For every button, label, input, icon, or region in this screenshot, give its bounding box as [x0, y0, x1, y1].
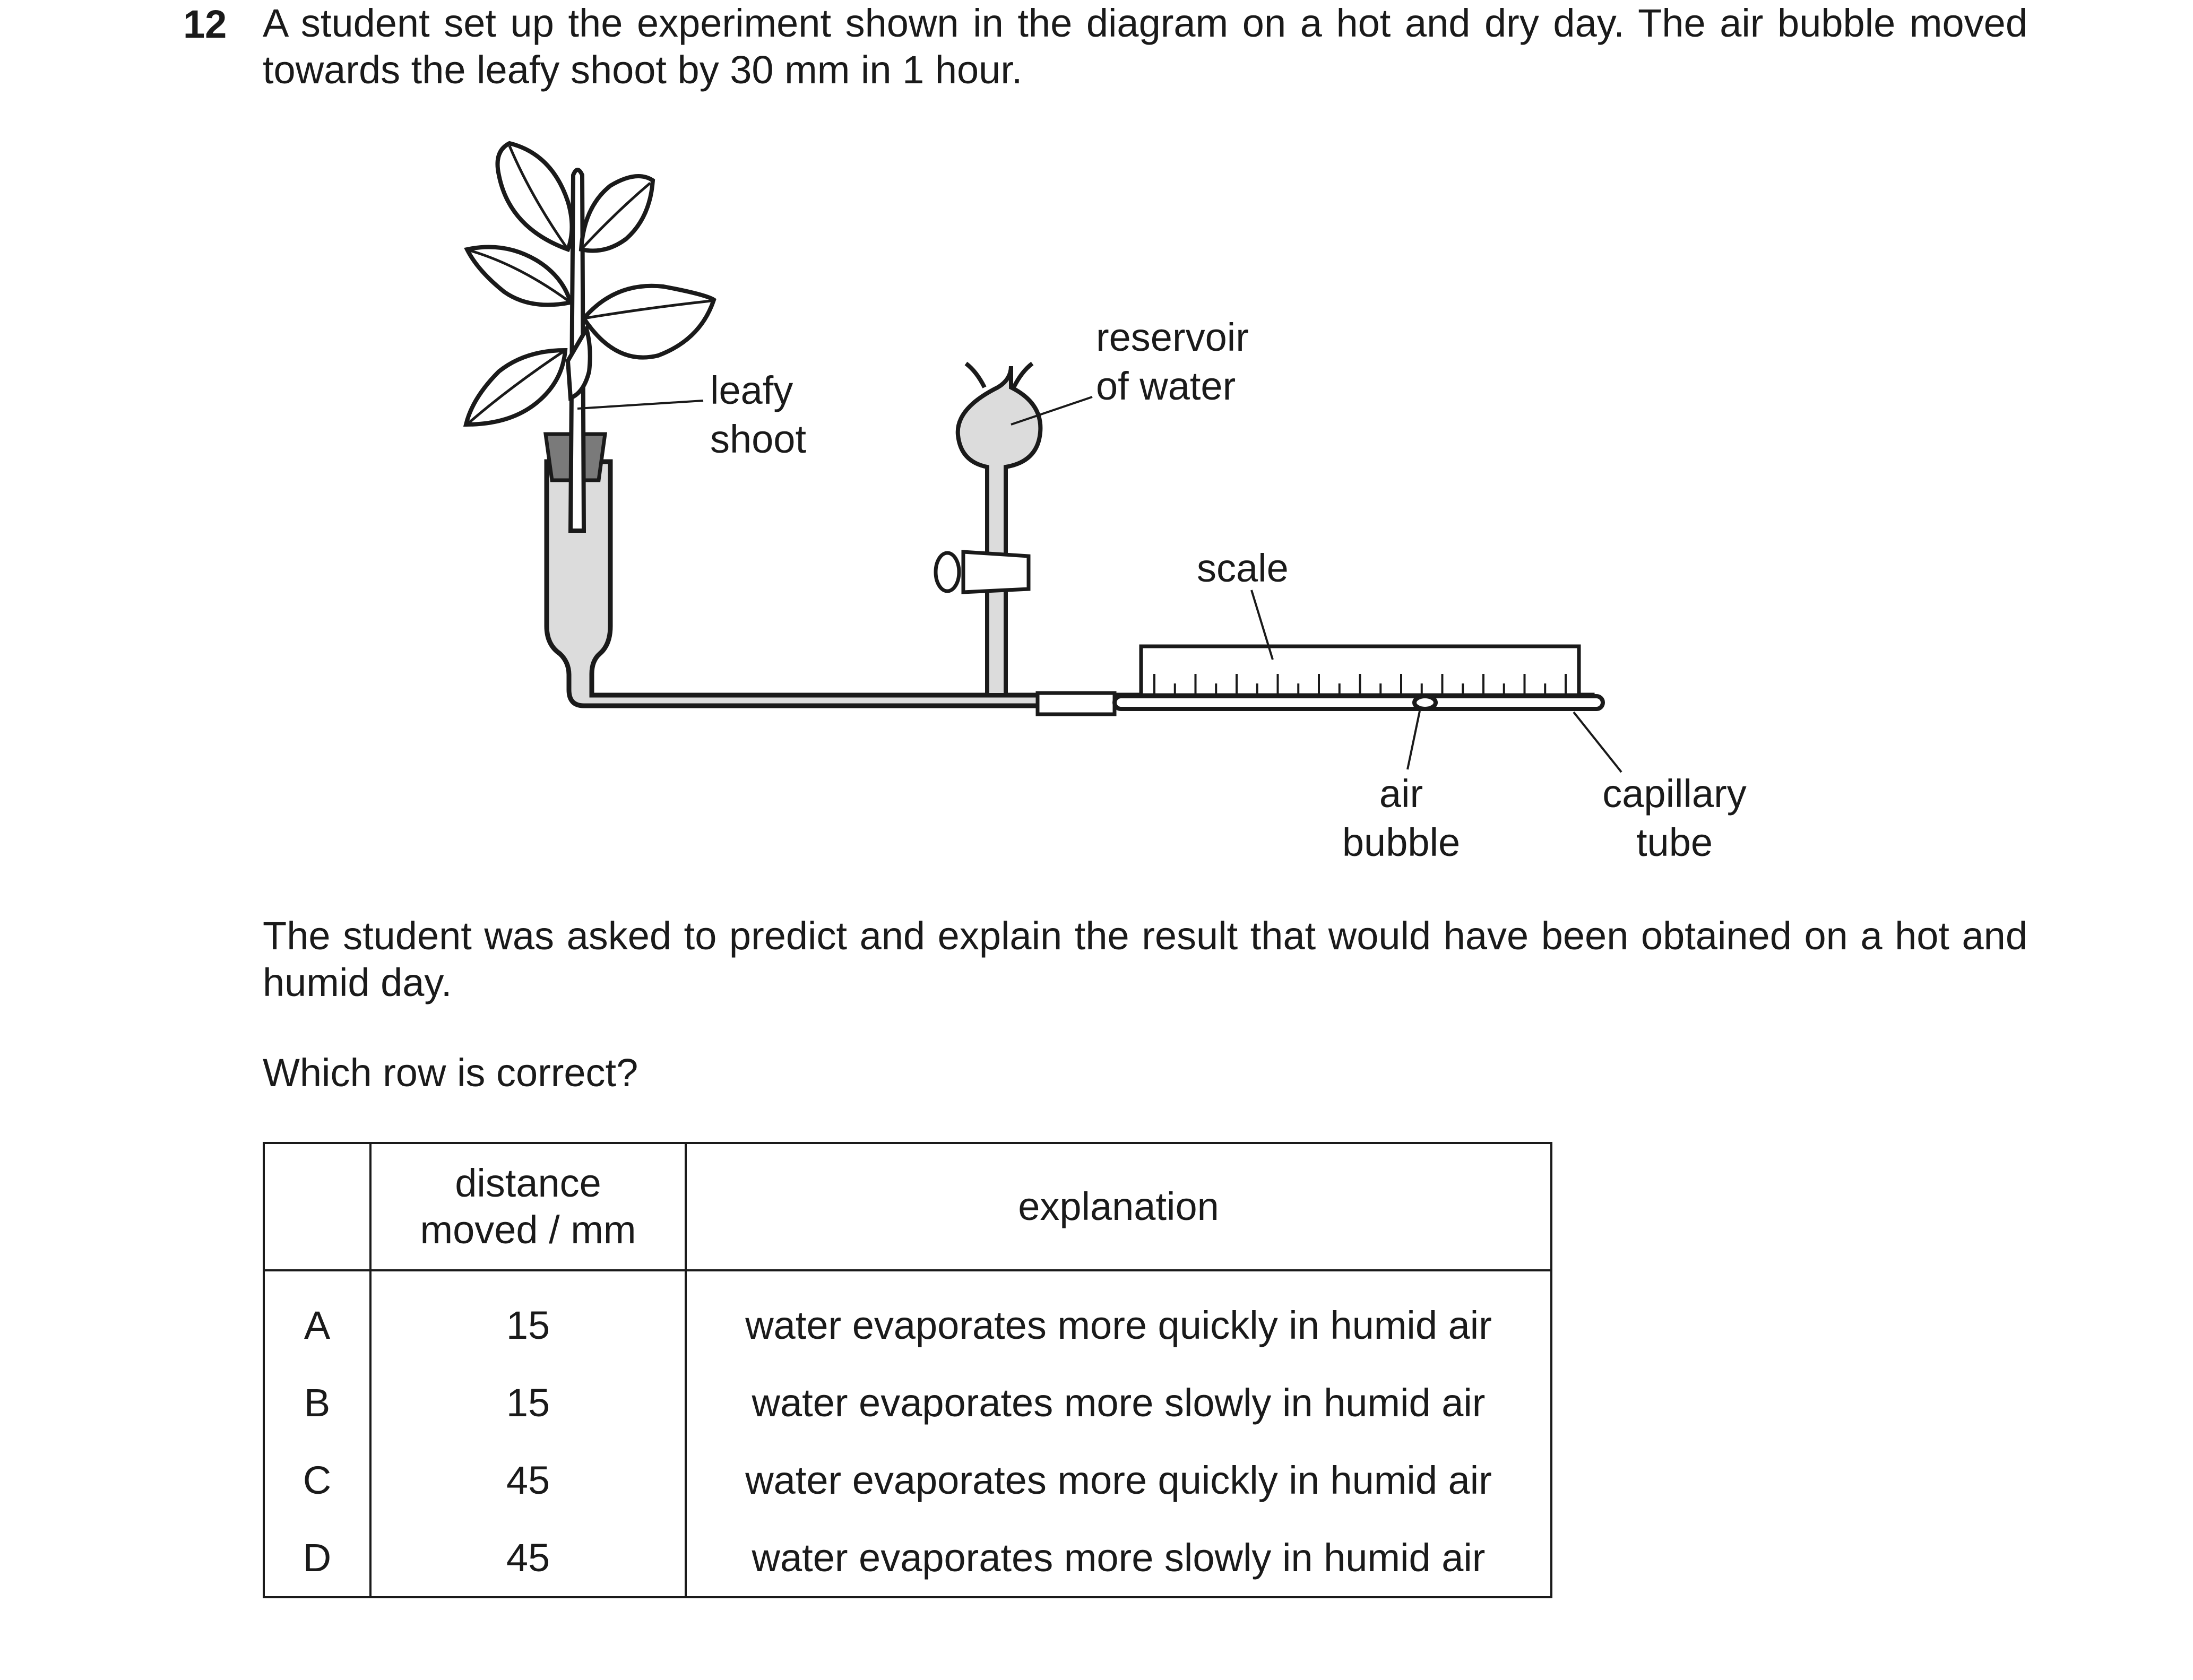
header-explanation: explanation — [686, 1143, 1551, 1270]
air-bubble-label-line1: air — [1379, 772, 1423, 816]
air-bubble-label — [1327, 769, 1475, 867]
leafy-shoot-label-line1: leafy — [710, 368, 793, 412]
capillary-tube-label-line2: tube — [1636, 820, 1713, 864]
table-header-row — [264, 1143, 1551, 1270]
reservoir-funnel — [958, 363, 1041, 695]
table-row[interactable] — [264, 1270, 1551, 1364]
scale-label: scale — [1197, 546, 1289, 590]
explanation-text: water evaporates more slowly in humid air — [686, 1519, 1551, 1597]
which-row-prompt: Which row is correct? — [263, 1051, 638, 1095]
distance-value: 45 — [370, 1441, 686, 1519]
option-letter: A — [264, 1270, 370, 1364]
option-letter: C — [264, 1441, 370, 1519]
table-row[interactable] — [264, 1519, 1551, 1597]
capillary-tube-label — [1587, 769, 1762, 867]
header-distance — [370, 1143, 686, 1270]
explanation-text: water evaporates more slowly in humid air — [686, 1364, 1551, 1441]
leafy-shoot-label — [710, 366, 806, 464]
capillary-tube-label-line1: capillary — [1602, 772, 1747, 816]
table-row[interactable] — [264, 1364, 1551, 1441]
explanation-text: water evaporates more quickly in humid air — [686, 1441, 1551, 1519]
distance-value: 45 — [370, 1519, 686, 1597]
option-letter: B — [264, 1364, 370, 1441]
reservoir-label — [1096, 313, 1249, 411]
question-stem: A student set up the experiment shown in the diagram on a hot and dry day. The air bubble moved towards the leafy shoot by 30 mm in 1 hour. — [263, 1, 2027, 92]
distance-value: 15 — [370, 1270, 686, 1364]
capillary-tube-drawing — [1115, 696, 1603, 709]
header-option — [264, 1143, 370, 1270]
leafy-shoot-label-line2: shoot — [710, 417, 807, 461]
reservoir-label-line1: reservoir — [1096, 315, 1249, 359]
answer-table — [263, 1142, 1552, 1598]
option-letter: D — [264, 1519, 370, 1597]
rubber-connector — [1038, 693, 1115, 714]
air-bubble-label-line2: bubble — [1342, 820, 1461, 864]
distance-value: 15 — [370, 1364, 686, 1441]
question-number: 12 — [183, 2, 227, 46]
tap — [936, 552, 1029, 592]
explanation-text: water evaporates more quickly in humid air — [686, 1270, 1551, 1364]
table-row[interactable] — [264, 1441, 1551, 1519]
header-distance-line2: moved / mm — [420, 1208, 636, 1252]
reservoir-label-line2: of water — [1096, 364, 1236, 408]
header-distance-line1: distance — [455, 1161, 601, 1205]
prediction-prompt: The student was asked to predict and explain the result that would have been obtained on a hot and humid day. — [263, 914, 2027, 1004]
